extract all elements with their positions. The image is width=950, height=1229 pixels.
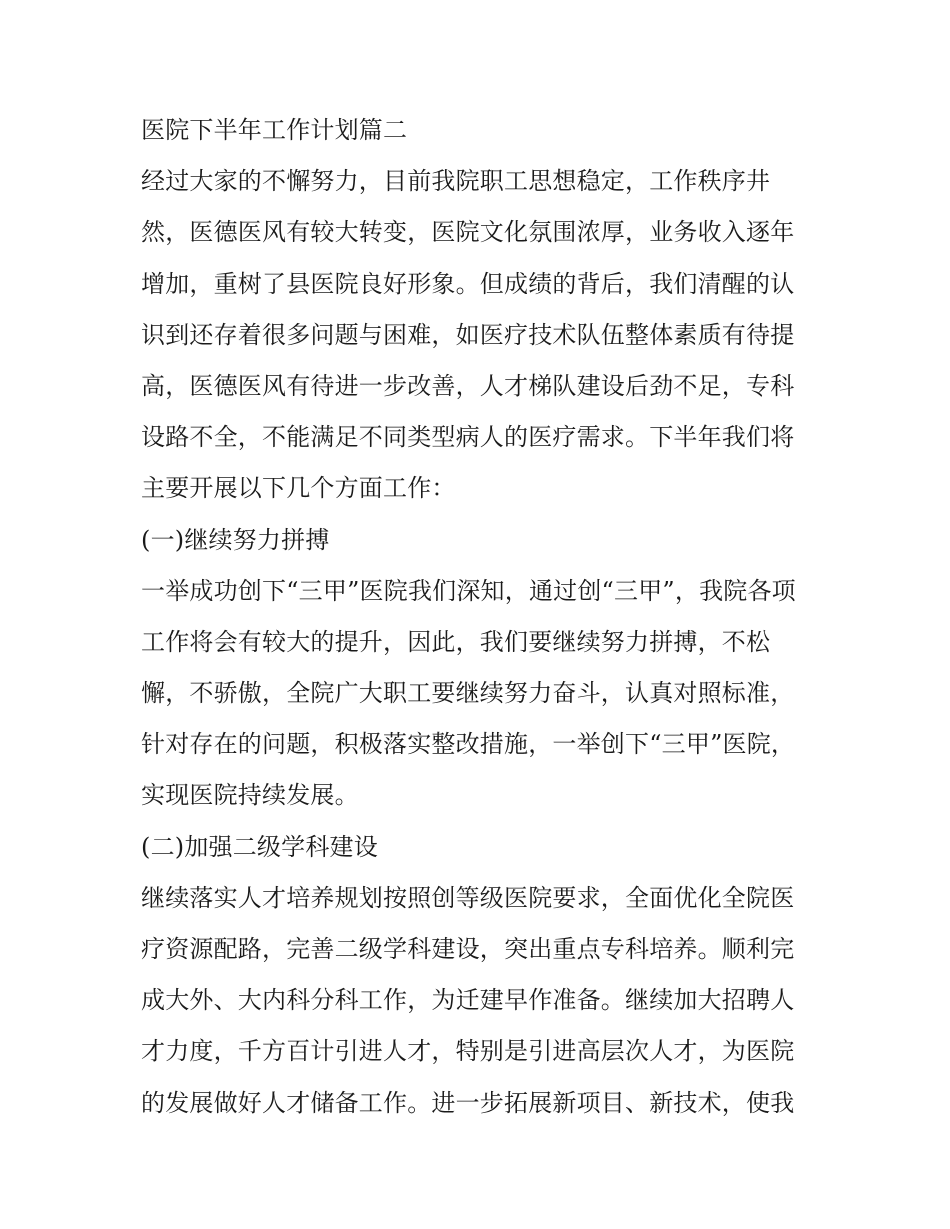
paragraph-line: 高，医德医风有待进一步改善，人才梯队建设后劲不足，专科 [141,371,795,400]
document-body [141,111,821,1135]
paragraph-line: 继续落实人才培养规划按照创等级医院要求，全面优化全院医 [141,883,795,912]
paragraph-line: 的发展做好人才储备工作。进一步拓展新项目、新技术，使我 [141,1088,795,1117]
paragraph-line: 一举成功创下“三甲”医院我们深知，通过创“三甲”，我院各项 [141,576,796,605]
paragraph-line: 识到还存着很多问题与困难，如医疗技术队伍整体素质有待提 [141,320,795,349]
paragraph-line: 懈，不骄傲，全院广大职工要继续努力奋斗，认真对照标准， [141,679,795,708]
paragraph-line: 成大外、大内科分科工作，为迁建早作准备。继续加大招聘人 [141,986,795,1015]
document-title: 医院下半年工作计划篇二 [141,116,408,144]
paragraph-line: 主要开展以下几个方面工作： [141,474,456,503]
paragraph-line: 针对存在的问题，积极落实整改措施，一举创下“三甲”医院， [141,730,796,759]
paragraph-line: 才力度，千方百计引进人才，特别是引进高层次人才，为医院 [141,1037,795,1066]
paragraph-line: 实现医院持续发展。 [141,781,359,810]
paragraph-line: 工作将会有较大的提升，因此，我们要继续努力拼搏，不松 [141,627,771,656]
paragraph-line: 设路不全，不能满足不同类型病人的医疗需求。下半年我们将 [141,423,795,452]
paragraph-line: 增加，重树了县医院良好形象。但成绩的背后，我们清醒的认 [141,269,795,298]
paragraph-line: 经过大家的不懈努力，目前我院职工思想稳定，工作秩序井 [141,167,771,196]
section-heading: (一)继续努力拼搏 [141,525,330,554]
section-heading: (二)加强二级学科建设 [141,832,378,861]
paragraph-line: 疗资源配路，完善二级学科建设，突出重点专科培养。顺利完 [141,935,795,963]
paragraph-line: 然，医德医风有较大转变，医院文化氛围浓厚，业务收入逐年 [141,218,795,247]
